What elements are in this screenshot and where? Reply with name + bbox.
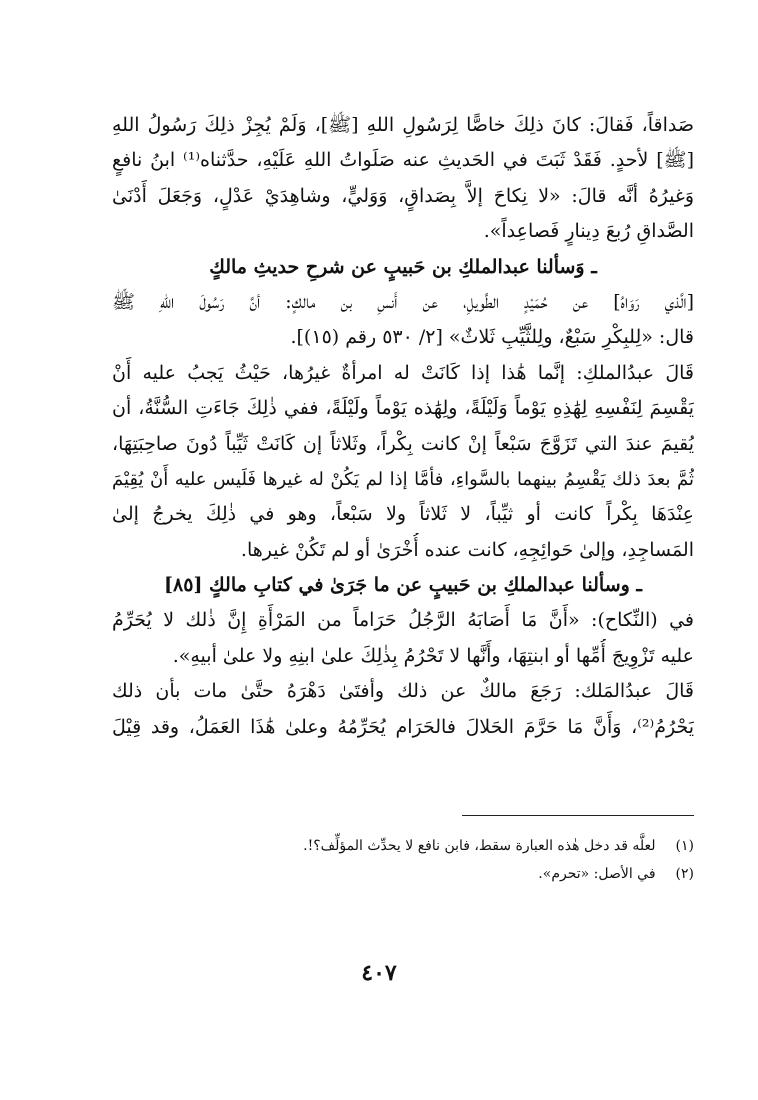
- text-line: المَساجِدِ، وإلىٰ حَوائِجِهِ، كانت عنده أُخْرَىٰ أو لم تَكُنْ غيرها.: [240, 538, 694, 561]
- text-line: يُقيمَ عندَ التي تَزَوَّجَ سَبْعاً إنْ كانت بِكْراً، وثَلاثاً إن كَانَتْ ثَيِّباً دُونَ صاحِبَتِهَا،: [112, 432, 694, 455]
- main-text: [112, 108, 694, 745]
- text-line: ثُمَّ بعدَ ذلك يَقْسِمُ بينهما بالسَّواءِ، فأمَّا إذا لم يَكُنْ له غيرها فَلَيس عليه أَنْ يُقِيْمَ: [112, 468, 694, 490]
- text-line: وَغيرُهُ أنَّه قالَ: «لا نِكاحَ إلاَّ بِصَداقٍ، وَوَليٍّ، وشاهِدَيْ عَدْلٍ، وَجَعَلَ أَدْنَىٰ: [112, 184, 694, 207]
- footnote: [200, 832, 694, 860]
- text-line: عليه تَزْوِيجَ أُمِّها أو ابنتِهَا، وأَنَّها لا تَحْرُمُ بِذٰلِكَ علىٰ ابنِهِ ولا علىٰ أبيهِ».: [172, 644, 694, 667]
- footnote-number: (٢): [675, 866, 694, 882]
- text-line: عِنْدَهَا بِكْراً كانت أو ثيِّباً، لا ثَلاثاً ولا سَبْعاً، وهو في ذٰلِكَ يخرجُ إلىٰ: [112, 503, 694, 526]
- text-line: صَداقاً، فَقالَ: كانَ ذلِكَ خاصًّا لِرَسُولِ اللهِ [ﷺ]، وَلَمْ يُجِزْ ذلِكَ رَسُولُ اللهِ: [112, 114, 694, 136]
- text-line: الصَّداقِ رُبعَ دِينارٍ فَصاعِداً».: [483, 220, 694, 243]
- footnotes: [200, 832, 694, 888]
- section-heading: ـ وَسألنا عبدالملكِ بن حَبيبٍ عن شرحِ حديثِ مالكٍ: [209, 255, 597, 278]
- footnote-text: لعلَّه قد دخل هٰذه العبارة سقط، فابن نافع لا يحدِّث المؤلِّف؟!.: [303, 838, 656, 854]
- text-line: يَقْسِمَ لِنَفْسِهِ لِهَٰذِهِ يَوْماً وَلَيْلَةً، ولِهَٰذه يَوْماً ولَيْلَةً، ففي ذٰلِكَ جَاءَتِ السُّنَّةُ، أن: [112, 397, 694, 420]
- page-number: ٤٠٧: [361, 960, 397, 986]
- footnote-text: في الأصل: «تحرم».: [538, 866, 656, 882]
- footnote-number: (١): [675, 838, 694, 854]
- text-line: في (النِّكاح): «أَنَّ مَا أَصَابَهُ الرَّجُلُ حَرَاماً من المَرْأَةِ إِنَّ ذٰلك لا يُحَرِّمُ: [112, 609, 694, 632]
- text-line: [ﷺ] لأحدٍ. فَقَدْ ثَبَتَ في الحَديثِ عنه صَلَواتُ اللهِ عَلَيْهِ، حدَّثناه⁽¹⁾ ابنُ نافعٍ: [112, 149, 694, 172]
- section-heading: ـ وسألنا عبدالملكِ بن حَبيبٍ عن ما جَرَىٰ في كتابِ مالكٍ [٨٥]: [164, 574, 642, 597]
- text-line: يَحْرُمُ⁽²⁾، وَأَنَّ مَا حَرَّمَ الحَلالَ فالحَرَام يُحَرِّمُهُ وعلىٰ هَٰذَا العَمَلُ، وقد قِيْلَ: [112, 715, 694, 738]
- text-line: قَالَ عبدُالملكِ: إنَّما هَٰذا إذا كَانَتْ له امرأةٌ غيرُها، حَيْثُ يَجبُ عليه أَنْ: [112, 361, 694, 384]
- text-line: قَالَ عبدُالمَلك: رَجَعَ مالكٌ عن ذلك وأفتَىٰ دَهْرَهُ حتَّىٰ مات بأن ذلك: [112, 680, 694, 703]
- footnote-divider: [462, 815, 694, 816]
- text-line: [الَّذي رَوَاهُ] عن حُمَيْدٍ الطَّويلِ، عن أَنسِ بن مالكٍ: أنَّ رَسُولَ اللهِ ﷺ: [112, 290, 694, 313]
- text-line: قال: «لِلبِكْرِ سَبْعٌ، ولِلثَّيِّبِ ثَلاثٌ» [٢/ ٥٣٠ رقم (١٥)].: [290, 326, 694, 349]
- footnote: [200, 860, 694, 888]
